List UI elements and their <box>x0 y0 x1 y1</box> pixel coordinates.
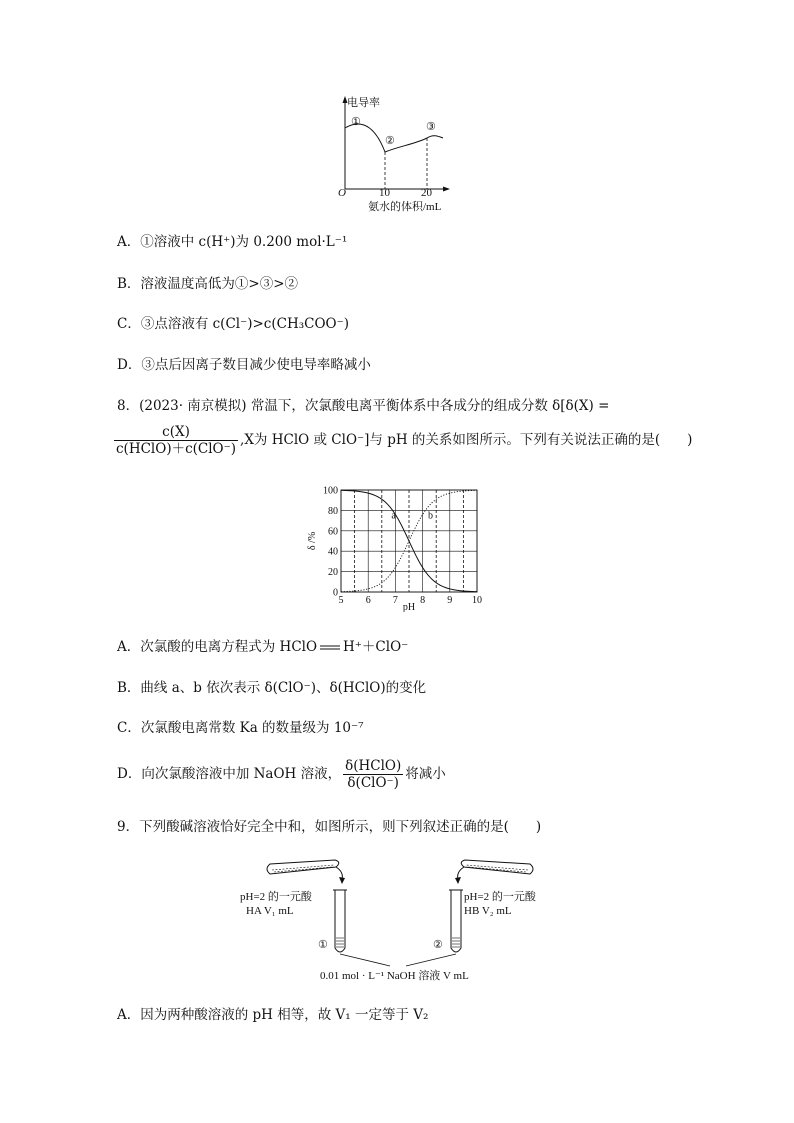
x-axis-arrow <box>443 187 450 192</box>
right-acid-label-1: pH=2 的一元酸 <box>464 891 536 903</box>
q8-stem-tail: ,X为 HClO 或 ClO⁻]与 pH 的关系如图所示。下列有关说法正确的是( ) <box>240 432 693 448</box>
left-pouring-tube <box>267 860 345 884</box>
right-pouring-tube <box>455 860 533 884</box>
origin-label: O <box>338 187 346 199</box>
x-axis-label: 氨水的体积/mL <box>368 201 442 213</box>
x-tick-label: 5 <box>338 595 344 606</box>
point-2-label: ② <box>385 135 395 147</box>
x-tick-label: 8 <box>420 595 426 606</box>
x-tick-label: 9 <box>447 595 453 606</box>
y-tick-label: 100 <box>323 485 338 497</box>
q9-stem: 9．下列酸碱溶液恰好完全中和，如图所示，则下列叙述正确的是( ) <box>117 819 542 835</box>
right-leader-line <box>406 954 456 966</box>
q7-option-c: C．③点溶液有 c(Cl⁻)>c(CH₃COO⁻) <box>117 316 349 332</box>
right-acid-label-2: HB V₂ mL <box>464 905 512 917</box>
q8-option-c: C．次氯酸电离常数 Ka 的数量级为 10⁻⁷ <box>117 720 364 736</box>
curve-label-b: b <box>428 510 434 522</box>
q7-option-d: D．③点后因离子数目减少使电导率略减小 <box>117 357 371 373</box>
q8-frac-numerator: c(X) <box>114 424 238 441</box>
q8-option-a <box>117 638 408 656</box>
q8-option-d-post: 将减小 <box>405 766 446 782</box>
left-leader-line <box>340 954 390 966</box>
tube-1-label: ① <box>318 939 328 951</box>
curve-label-a: a <box>391 510 396 522</box>
q8-option-d <box>117 758 446 791</box>
x-tick-label: 6 <box>365 595 371 606</box>
right-test-tube <box>449 890 463 952</box>
y-tick-label: 40 <box>328 546 338 558</box>
q8-option-d-fraction <box>343 758 403 791</box>
q8-option-d-pre: D．向次氯酸溶液中加 NaOH 溶液， <box>117 766 342 782</box>
y-tick-label: 80 <box>328 505 338 517</box>
titration-figure <box>240 850 560 985</box>
q8-option-a-pre: A．次氯酸的电离方程式为 HClO <box>117 639 318 655</box>
conductivity-figure <box>330 92 470 217</box>
left-acid-label-2: HA V₁ mL <box>246 905 294 917</box>
q8-stem: 8．(2023· 南京模拟) 常温下，次氯酸电离平衡体系中各成分的组成分数 δ[δ(X) = <box>117 398 610 414</box>
y-axis-label: 电导率 <box>347 97 380 109</box>
y-axis-label: δ /% <box>307 531 318 551</box>
x-axis-label: pH <box>402 602 416 612</box>
y-tick-label: 0 <box>333 587 338 599</box>
q7-option-a: A．①溶液中 c(H⁺)为 0.200 mol·L⁻¹ <box>117 234 348 250</box>
point-3-label: ③ <box>426 121 436 133</box>
left-acid-label-1: pH=2 的一元酸 <box>240 891 312 903</box>
left-test-tube <box>333 890 347 952</box>
y-tick-label: 20 <box>328 567 338 579</box>
x-tick-label: 10 <box>472 595 482 606</box>
delta-ph-chart <box>303 482 493 612</box>
q8-delta-fraction <box>114 424 238 457</box>
q9-option-a: A．因为两种酸溶液的 pH 相等，故 V₁ 一定等于 V₂ <box>117 1007 429 1023</box>
point-1-label: ① <box>351 116 361 128</box>
x-tick-label: 7 <box>392 595 398 606</box>
naoh-label: 0.01 mol · L⁻¹ NaOH 溶液 V mL <box>320 970 469 982</box>
q8-option-b: B．曲线 a、b 依次表示 δ(ClO⁻)、δ(HClO)的变化 <box>117 680 427 696</box>
q8-option-a-post: H⁺＋ClO⁻ <box>343 639 409 655</box>
q8-frac-denominator: c(HClO)＋c(ClO⁻) <box>116 441 237 457</box>
x-tick-10: 10 <box>379 187 390 199</box>
q7-option-b: B．溶液温度高低为①>③>② <box>117 276 299 292</box>
q8-option-d-numerator: δ(HClO) <box>345 758 402 774</box>
equilibrium-sign <box>317 638 343 656</box>
y-tick-label: 60 <box>328 526 338 538</box>
q8-stem-line2 <box>112 424 692 457</box>
q8-option-d-denominator: δ(ClO⁻) <box>347 775 399 791</box>
tube-2-label: ② <box>433 939 443 951</box>
double-line-icon <box>317 638 343 656</box>
x-tick-20: 20 <box>421 187 432 199</box>
